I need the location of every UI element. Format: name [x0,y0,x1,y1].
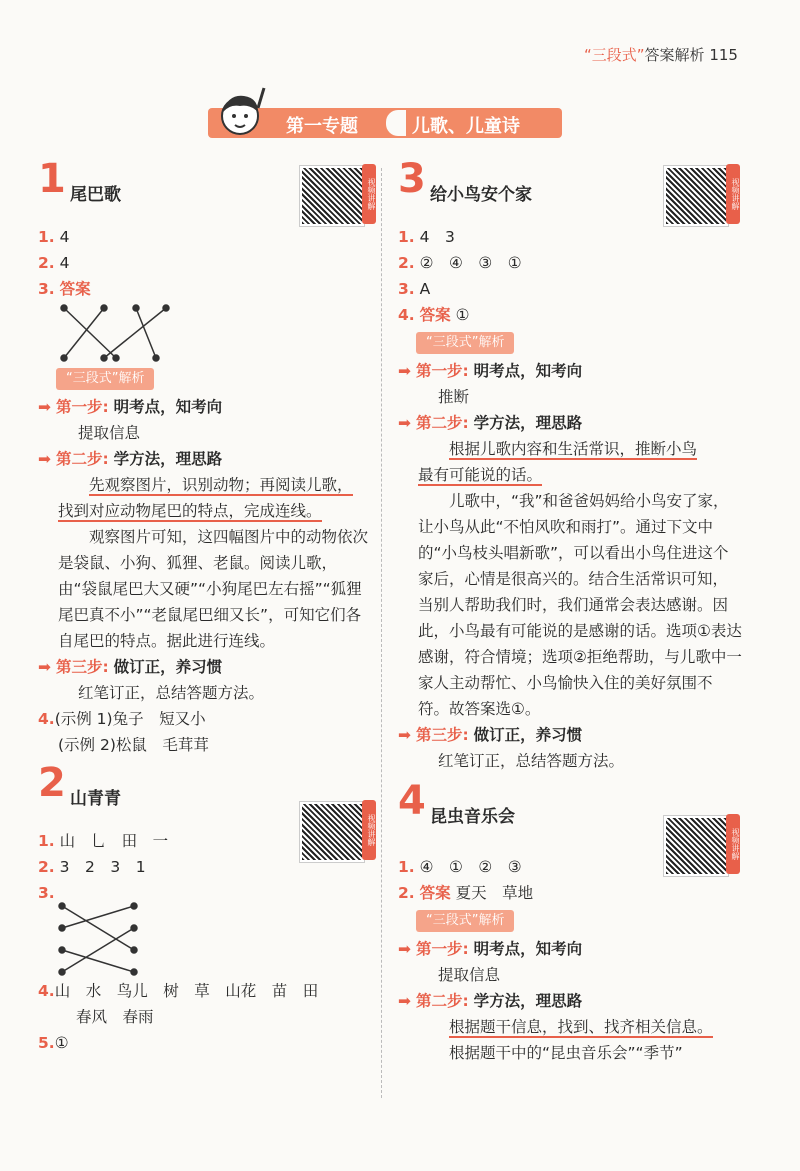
step-2: ➡ 第二步: 学方法，理思路 [38,450,223,468]
matching-lines-diagram [54,900,144,978]
topic-banner [208,108,562,138]
answer-4: 4. 答案 ① [398,306,470,324]
header-text: 答案解析 115 [644,46,738,64]
step-3: ➡ 第三步: 做订正，养习惯 [398,726,583,744]
answer-2: 2. 3 2 3 1 [38,858,146,876]
header-brand: “三段式” [584,46,645,64]
section-number: 4 [398,778,426,824]
step-2: ➡ 第二步: 学方法，理思路 [398,992,583,1010]
section-2-header [38,760,374,828]
answer-4-line-2: 春风 春雨 [76,1008,154,1026]
step-1-text: 提取信息 [78,424,141,442]
section-number: 1 [38,156,66,202]
left-column [38,156,374,1056]
answer-4: 4.山 水 鸟儿 树 草 山花 苗 田 [38,982,319,1000]
step-2-highlight: 先观察图片，识别动物；再阅读儿歌， 找到对应动物尾巴的特点，完成连线。 [58,476,353,520]
answer-3: 3. 答案 [38,280,91,298]
banner-topic: 第一专题 [286,116,358,137]
step-3-text: 红笔订正，总结答题方法。 [438,752,625,770]
step-1-text: 提取信息 [438,966,501,984]
banner-bracket [386,110,406,136]
cartoon-boy-icon [214,82,268,144]
step-1: ➡ 第一步: 明考点，知考向 [38,398,223,416]
right-column [398,156,742,1066]
analysis-paragraph: 根据题干中的“昆虫音乐会”“季节” [449,1044,683,1062]
section-4-header [398,778,742,846]
video-tag: 视频讲解 [726,164,740,224]
banner-subject: 儿歌、儿童诗 [412,116,520,137]
analysis-paragraph: 观察图片可知，这四幅图片中的动物依次是袋鼠、小狗、狐狸、老鼠。阅读儿歌，由“袋鼠尾巴大又硬”“小狗尾巴左右摇”“狐狸尾巴真不小”“老鼠尾巴细又长”，可知它们各自尾巴的特点。据此进行连线。 [58,528,369,650]
matching-lines-diagram [56,302,176,364]
page-header [584,44,738,65]
section-title: 山青青 [70,789,121,809]
section-title: 尾巴歌 [70,185,121,205]
answer-1: 1. ④ ① ② ③ [398,858,522,876]
answer-1: 1. 4 [38,228,70,246]
answer-1: 1. 4 3 [398,228,455,246]
section-title: 给小鸟安个家 [430,185,532,205]
step-2-highlight: 根据题干信息，找到、找齐相关信息。 [449,1018,713,1036]
answer-4: 4.(示例 1)兔子 短又小 [38,710,206,728]
step-1-text: 推断 [438,388,470,406]
step-2-highlight: 根据儿歌内容和生活常识，推断小鸟 最有可能说的话。 [418,440,698,484]
video-tag: 视频讲解 [362,800,376,860]
answer-5: 5.① [38,1034,69,1052]
section-1-header [38,156,374,224]
answer-2: 2. 答案 夏天 草地 [398,884,534,902]
section-title: 昆虫音乐会 [430,807,515,827]
video-tag: 视频讲解 [362,164,376,224]
answer-3: 3. A [398,280,431,298]
section-number: 2 [38,760,66,806]
answer-2: 2. 4 [38,254,70,272]
section-3-header [398,156,742,224]
answer-1: 1. 山 乚 田 一 [38,832,169,850]
column-divider [381,168,382,1098]
answer-3: 3. [38,884,55,902]
answer-2: 2. ② ④ ③ ① [398,254,522,272]
video-tag: 视频讲解 [726,814,740,874]
section-number: 3 [398,156,426,202]
step-1: ➡ 第一步: 明考点，知考向 [398,940,583,958]
analysis-paragraph: 儿歌中，“我”和爸爸妈妈给小鸟安了家，让小鸟从此“不怕风吹和雨打”。通过下文中的“小鸟枝头唱新歌”，可以看出小鸟住进这个家后，心情是很高兴的。结合生活常识可知，当别人帮助我们时，我们通常会表达感谢。因此，小鸟最有可能说的是感谢的话。选项①表达感谢，符合情境；选项②拒绝帮助，与儿歌中一家人主动帮忙、小鸟愉快入住的美好氛围不符。故答案选①。 [418,492,742,718]
answer-4-example-2: (示例 2)松鼠 毛茸茸 [58,736,209,754]
analysis-tag: “三段式”解析 [416,332,514,354]
analysis-tag: “三段式”解析 [416,910,514,932]
analysis-tag: “三段式”解析 [56,368,154,390]
step-3-text: 红笔订正，总结答题方法。 [78,684,265,702]
step-2: ➡ 第二步: 学方法，理思路 [398,414,583,432]
step-3: ➡ 第三步: 做订正，养习惯 [38,658,223,676]
step-1: ➡ 第一步: 明考点，知考向 [398,362,583,380]
